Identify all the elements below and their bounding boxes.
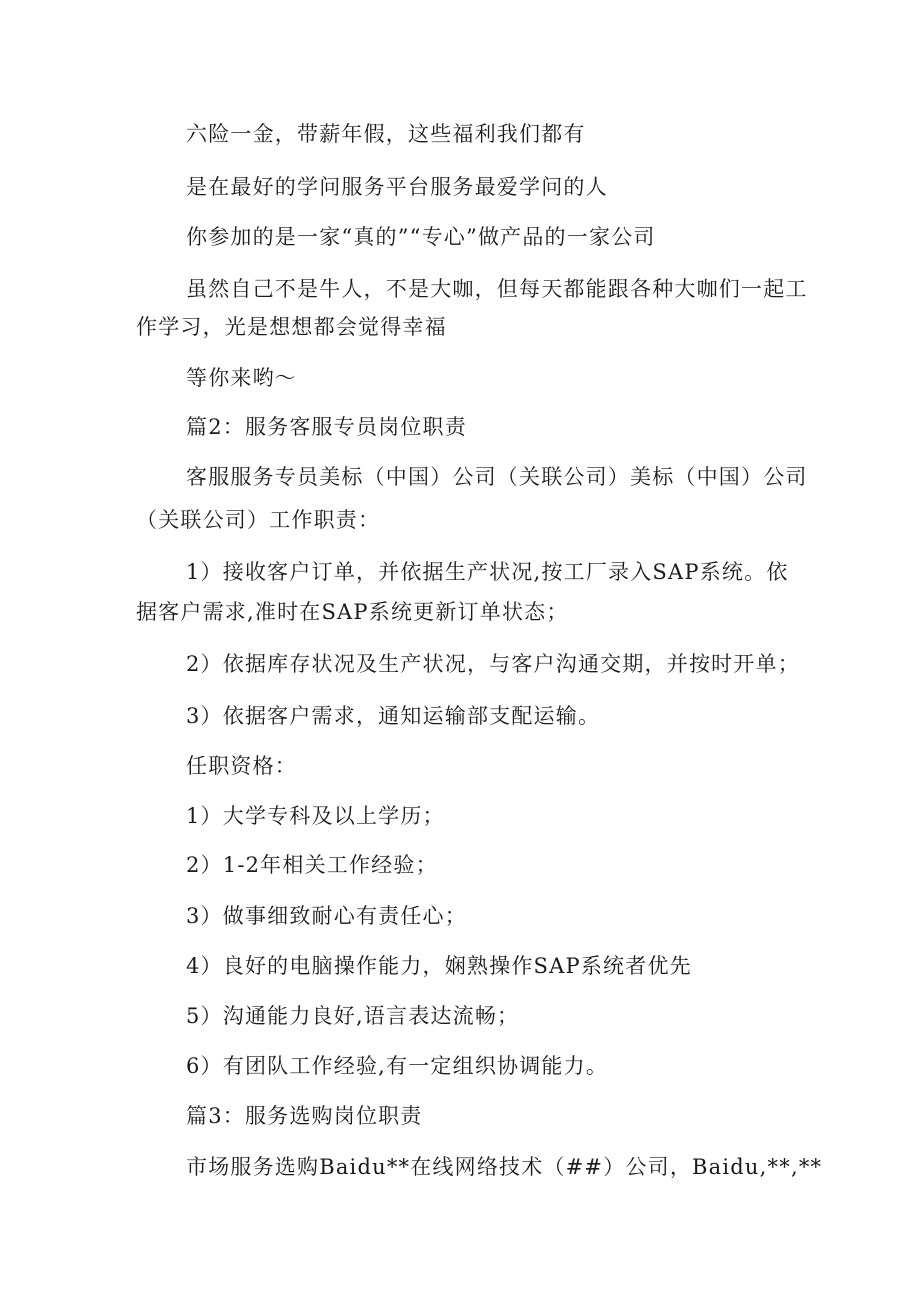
text-line: 六险一金，带薪年假，这些福利我们都有 — [186, 122, 586, 146]
list-item: 3）依据客户需求，通知运输部支配运输。 — [186, 704, 601, 728]
text-line: 你参加的是一家“真的”“专心”做产品的一家公司 — [186, 225, 656, 249]
subheading: 任职资格： — [186, 754, 297, 778]
list-item: 1）接收客户订单，并依据生产状况,按工厂录入SAP系统。依 — [186, 560, 789, 584]
section-heading: 篇2：服务客服专员岗位职责 — [186, 415, 467, 439]
text-line: 客服服务专员美标（中国）公司（关联公司）美标（中国）公司 — [186, 465, 808, 489]
list-item: 6）有团队工作经验,有一定组织协调能力。 — [186, 1054, 609, 1078]
text-line: 等你来哟～ — [186, 366, 297, 390]
section-heading: 篇3：服务选购岗位职责 — [186, 1104, 423, 1128]
text-line: （关联公司）工作职责： — [136, 508, 381, 532]
list-item: 1）大学专科及以上学历； — [186, 804, 445, 828]
list-item: 2）1-2年相关工作经验； — [186, 853, 438, 877]
text-line: 虽然自己不是牛人，不是大咖，但每天都能跟各种大咖们一起工 — [186, 277, 808, 301]
list-item-continued: 据客户需求,准时在SAP系统更新订单状态； — [136, 600, 569, 624]
text-line: 是在最好的学问服务平台服务最爱学问的人 — [186, 175, 608, 199]
text-line: 作学习，光是想想都会觉得幸福 — [136, 315, 447, 339]
text-line: 市场服务选购Baidu**在线网络技术（##）公司，Baidu,**,** — [186, 1155, 823, 1179]
list-item: 4）良好的电脑操作能力，娴熟操作SAP系统者优先 — [186, 954, 692, 978]
list-item: 2）依据库存状况及生产状况，与客户沟通交期，并按时开单； — [186, 652, 800, 676]
list-item: 5）沟通能力良好,语言表达流畅； — [186, 1004, 520, 1028]
list-item: 3）做事细致耐心有责任心； — [186, 904, 467, 928]
